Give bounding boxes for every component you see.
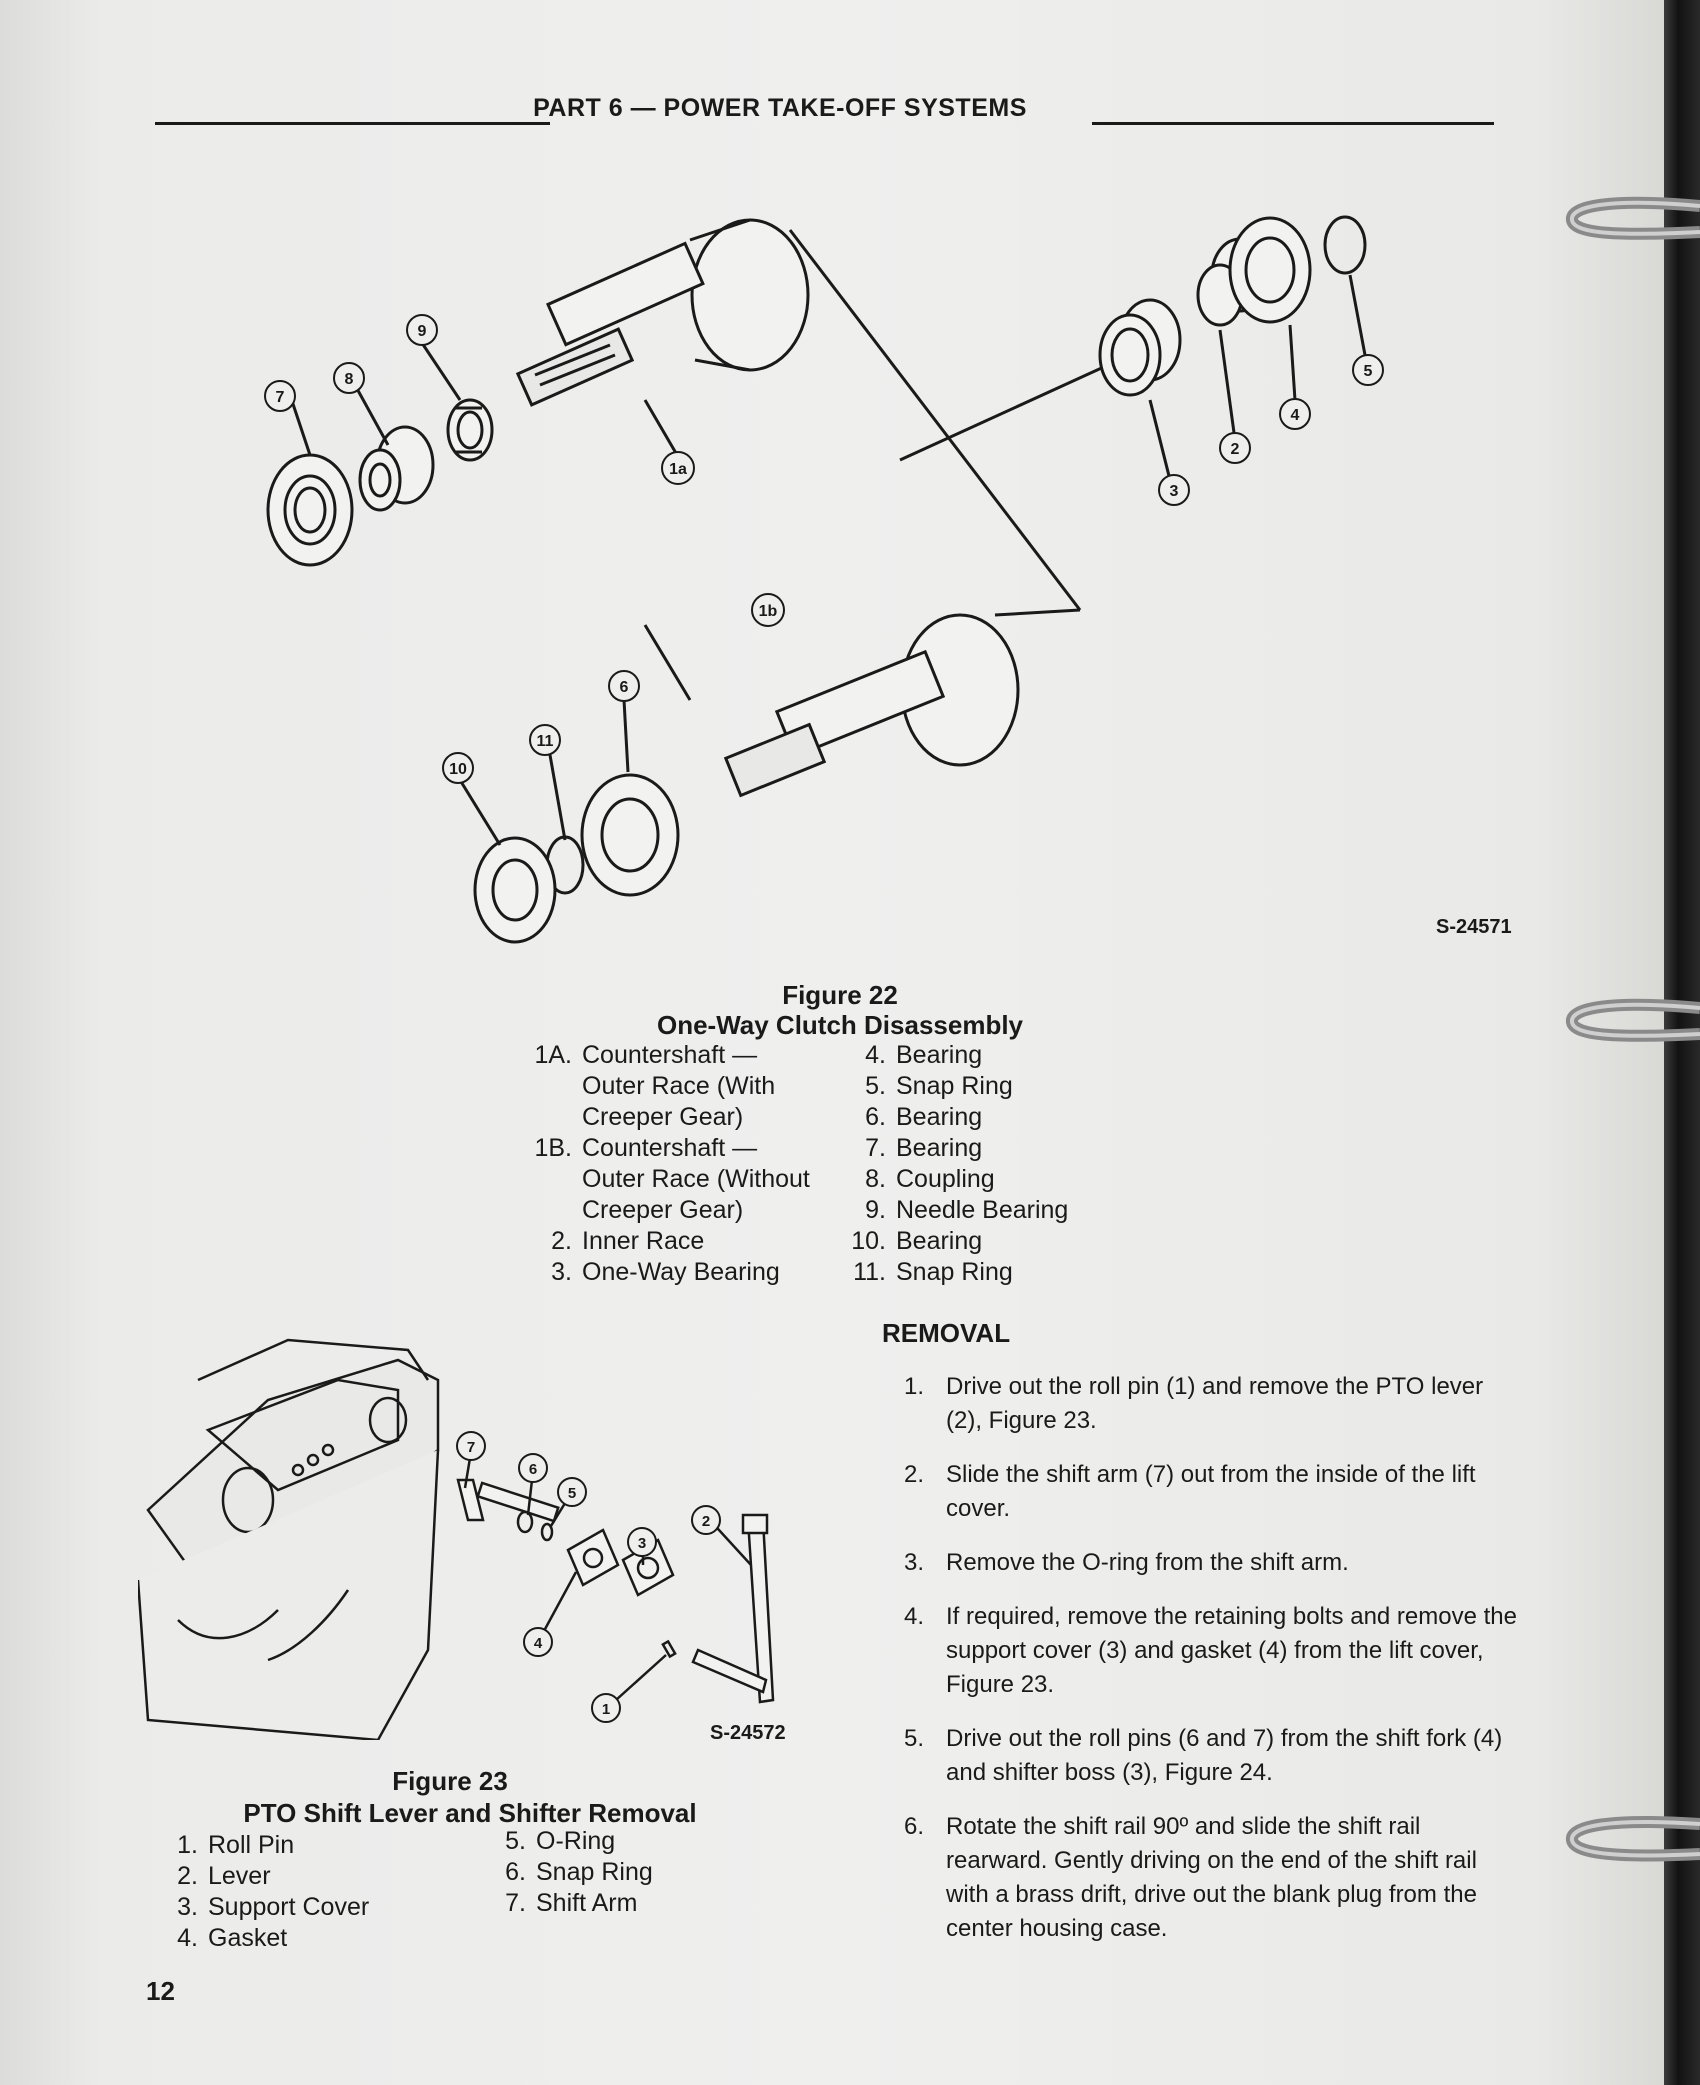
snap-ring-6 — [518, 1512, 532, 1532]
svg-text:2: 2 — [701, 1513, 711, 1530]
roll-pin-1 — [663, 1641, 675, 1656]
callout-5 — [558, 1478, 586, 1506]
callout-3 — [628, 1528, 656, 1556]
callout-1b — [752, 594, 784, 626]
callout-2 — [692, 1506, 720, 1534]
svg-text:4: 4 — [1290, 407, 1300, 424]
figure-22-label: Figure 22 — [782, 980, 898, 1010]
callout-1a — [662, 452, 694, 484]
figure-22-legend-right — [836, 1040, 1068, 1288]
removal-heading: REMOVAL — [882, 1318, 1011, 1348]
callout-10 — [443, 753, 473, 783]
callout-7 — [265, 381, 295, 411]
svg-text:5: 5 — [1363, 363, 1373, 380]
bearing-4 — [1230, 218, 1310, 322]
figure-23-legend-right — [486, 1826, 653, 1919]
legend-item: 5. Snap Ring — [865, 1072, 1013, 1100]
needle-bearing-9 — [448, 400, 492, 460]
bearing-6 — [582, 775, 678, 895]
svg-text:11: 11 — [536, 733, 554, 750]
legend-item: 9. Needle Bearing — [865, 1196, 1069, 1224]
legend-item: 8. Coupling — [865, 1165, 995, 1193]
connector-line — [790, 230, 1080, 610]
figure-22-legend-left — [516, 1040, 810, 1288]
legend-item: 5. O-Ring — [505, 1827, 616, 1855]
legend-item: 2. Inner Race — [551, 1227, 705, 1255]
callout-11 — [530, 725, 560, 755]
removal-step: 2. Slide the shift arm (7) out from the inside of the lift cover. — [904, 1461, 1476, 1522]
svg-text:6: 6 — [619, 679, 629, 696]
legend-item: 3. Support Cover — [177, 1893, 370, 1921]
figure-23-title: PTO Shift Lever and Shifter Removal — [243, 1798, 697, 1828]
callout-9 — [407, 315, 437, 345]
svg-text:9: 9 — [417, 323, 427, 340]
figure-22-title: One-Way Clutch Disassembly — [656, 1010, 1024, 1040]
callout-8 — [334, 363, 364, 393]
gasket-4 — [568, 1530, 618, 1585]
legend-item: Creeper Gear) — [582, 1103, 744, 1131]
o-ring-5 — [542, 1524, 552, 1540]
callout-3 — [1159, 475, 1189, 505]
svg-text:7: 7 — [275, 389, 285, 406]
figure-22-ref: S-24571 — [1436, 916, 1512, 938]
binder-ring-middle — [1550, 992, 1700, 1052]
svg-text:7: 7 — [466, 1439, 476, 1456]
removal-step: 5. Drive out the roll pins (6 and 7) from the shift fork (4) and shifter boss (3), Figure 24. — [904, 1725, 1503, 1786]
legend-item: 7. Bearing — [865, 1134, 983, 1162]
svg-text:6: 6 — [528, 1461, 538, 1478]
legend-item: 1A. Countershaft — — [534, 1041, 758, 1069]
legend-item: Creeper Gear) — [582, 1196, 744, 1224]
legend-item: 11. Snap Ring — [853, 1258, 1013, 1286]
svg-text:1: 1 — [601, 1701, 611, 1718]
legend-item: 3. One-Way Bearing — [551, 1258, 780, 1286]
legend-item: 1. Roll Pin — [177, 1831, 295, 1859]
figure-23-illustration — [138, 1320, 788, 1740]
legend-item: Outer Race (With — [582, 1072, 776, 1100]
removal-step: 3. Remove the O-ring from the shift arm. — [904, 1549, 1349, 1576]
legend-item: 6. Snap Ring — [505, 1858, 653, 1886]
callout-1 — [592, 1694, 620, 1722]
callout-5 — [1353, 355, 1383, 385]
figure-23-legend-left — [158, 1830, 369, 1954]
callout-6 — [519, 1454, 547, 1482]
callout-2 — [1220, 433, 1250, 463]
binder-ring-top — [1550, 188, 1700, 248]
coupling-8 — [360, 427, 433, 510]
connector-line — [900, 355, 1130, 460]
binder-ring-bottom — [1550, 1810, 1700, 1870]
snap-ring-5 — [1325, 217, 1365, 273]
one-way-bearing-3 — [1100, 300, 1180, 395]
callout-7 — [457, 1432, 485, 1460]
bearing-10 — [475, 838, 555, 942]
legend-item: 4. Bearing — [865, 1041, 983, 1069]
connector-line — [995, 610, 1080, 615]
legend-item: 10. Bearing — [851, 1227, 983, 1255]
removal-steps — [904, 1370, 1524, 1966]
callout-6 — [609, 671, 639, 701]
removal-step: 6. Rotate the shift rail 90º and slide the shift rail rearward. Gently driving on the end of the shift rail with a brass drift, drive out the blank plug from the center housing case. — [904, 1813, 1477, 1942]
svg-text:4: 4 — [533, 1635, 543, 1652]
figure-22-illustration — [250, 200, 1400, 950]
lever-2 — [693, 1515, 773, 1702]
removal-step: 1. Drive out the roll pin (1) and remove the PTO lever (2), Figure 23. — [904, 1373, 1484, 1434]
page-number: 12 — [146, 1976, 175, 2006]
lift-cover-housing — [138, 1340, 438, 1740]
svg-text:2: 2 — [1230, 441, 1240, 458]
legend-item: 7. Shift Arm — [505, 1889, 638, 1917]
svg-text:1a: 1a — [669, 461, 687, 478]
legend-item: Outer Race (Without — [582, 1165, 810, 1193]
callout-4 — [1280, 399, 1310, 429]
countershaft-1b — [726, 615, 1018, 795]
svg-text:3: 3 — [637, 1535, 647, 1552]
legend-item: 6. Bearing — [865, 1103, 983, 1131]
legend-item: 4. Gasket — [177, 1924, 288, 1952]
bearing-7 — [268, 455, 352, 565]
figure-23-ref: S-24572 — [710, 1722, 786, 1744]
shift-arm-7 — [458, 1480, 558, 1521]
svg-text:1b: 1b — [758, 603, 778, 620]
legend-item: 2. Lever — [177, 1862, 271, 1890]
callout-4 — [524, 1628, 552, 1656]
svg-text:3: 3 — [1169, 483, 1179, 500]
page-header-title: PART 6 — POWER TAKE-OFF SYSTEMS — [533, 94, 1027, 122]
legend-item: 1B. Countershaft — — [534, 1134, 758, 1162]
svg-text:8: 8 — [344, 371, 354, 388]
countershaft-1a — [518, 220, 808, 405]
removal-step: 4. If required, remove the retaining bolts and remove the support cover (3) and gasket (4) from the lift cover, Figure 23. — [904, 1603, 1517, 1698]
figure-23-label: Figure 23 — [392, 1766, 508, 1796]
svg-text:10: 10 — [449, 761, 467, 778]
svg-text:5: 5 — [567, 1485, 577, 1502]
